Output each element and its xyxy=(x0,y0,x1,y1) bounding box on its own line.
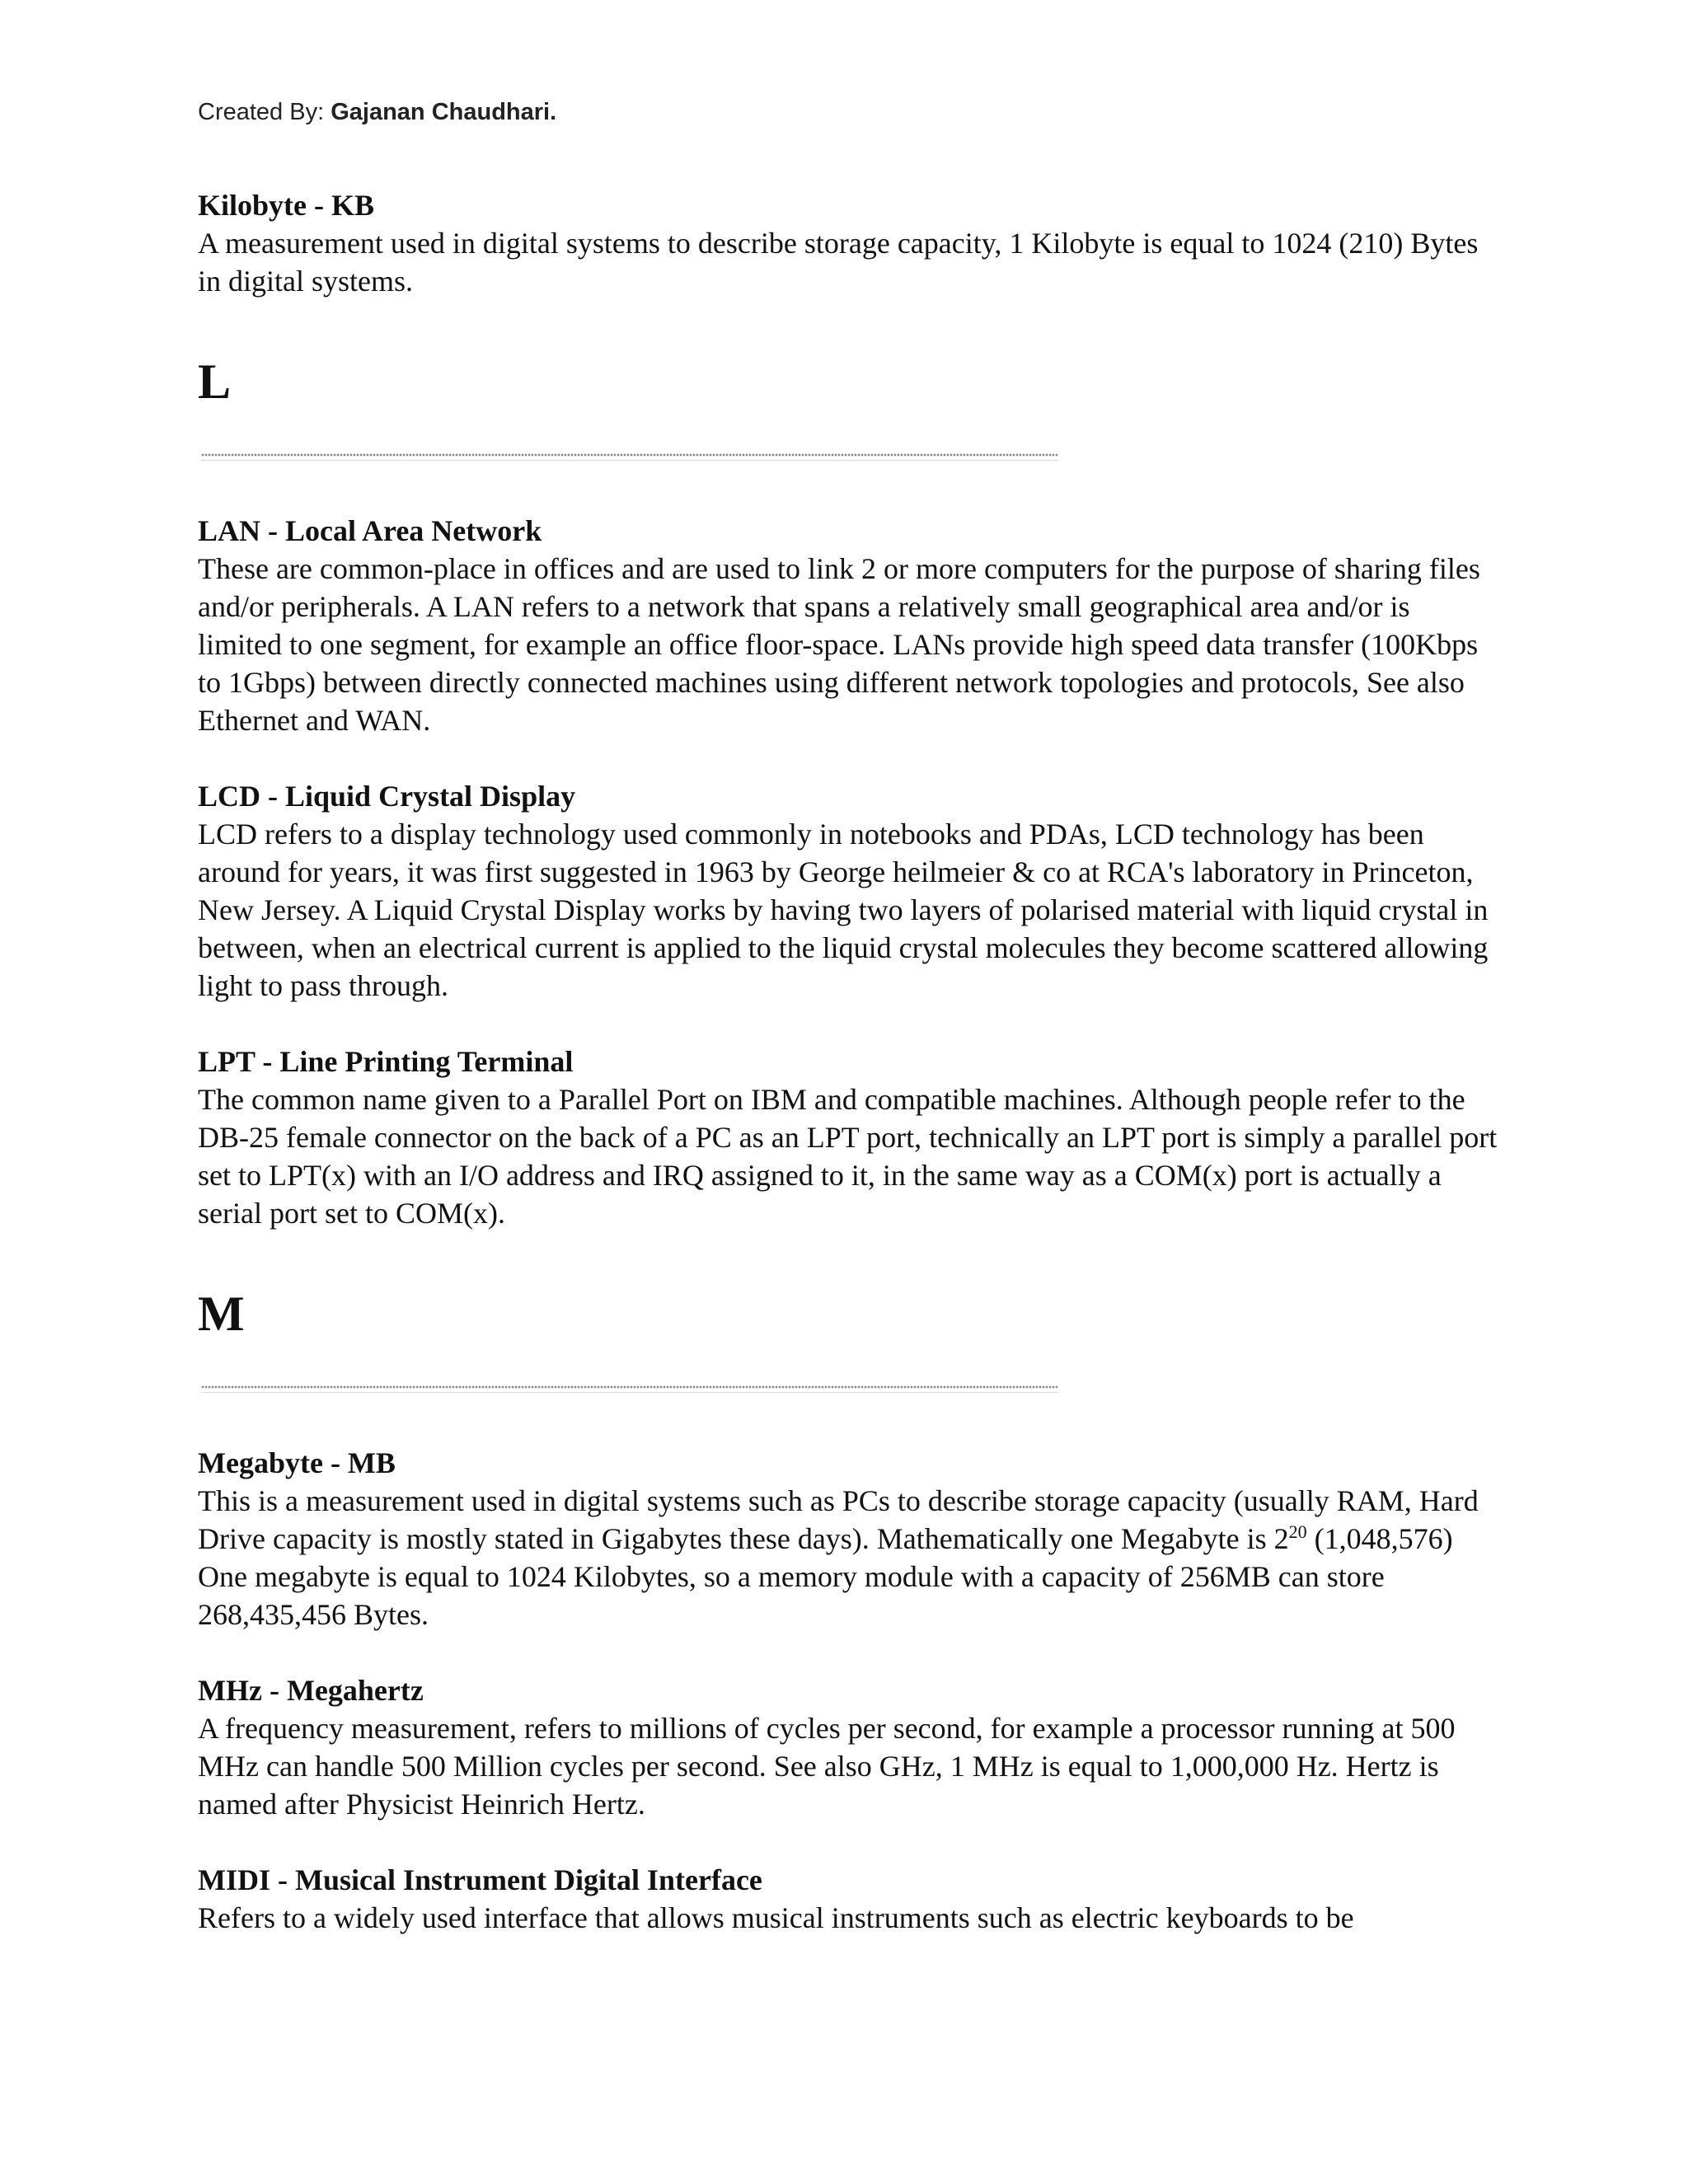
entry-description: A measurement used in digital systems to describe storage capacity, 1 Kilobyte is equal to 1024 (210) Bytes in digital systems. xyxy=(198,227,1479,298)
entry-description: LCD refers to a display technology used commonly in notebooks and PDAs, LCD technology has been around for years, it was first suggested in 1963 by George heilmeier & co at RCA's laboratory in Princeton, New Jersey. A Liquid Crystal Display works by having two layers of polarised material with liquid crystal in between, when an electrical current is applied to the liquid crystal molecules they become scattered allowing light to pass through. xyxy=(198,818,1489,1002)
document-page xyxy=(198,97,1500,1975)
section-divider xyxy=(201,453,1058,461)
entry-description: A frequency measurement, refers to millions of cycles per second, for example a processor running at 500 MHz can handle 500 Million cycles per second. See also GHz, 1 MHz is equal to 1,000,000 Hz. Hertz is named after Physicist Heinrich Hertz. xyxy=(198,1712,1456,1821)
glossary-entry-megabyte xyxy=(198,1444,1500,1633)
entry-term: MHz - Megahertz xyxy=(198,1674,424,1707)
desc-text: (1,048,576) One megabyte is equal to 1024 Kilobytes, so a memory module with a capacity of 256MB can store 268,435,456 Bytes. xyxy=(198,1522,1453,1631)
glossary-entry-lcd xyxy=(198,777,1500,1005)
glossary-entry-kilobyte xyxy=(198,186,1500,300)
glossary-entry-mhz xyxy=(198,1671,1500,1823)
entry-description xyxy=(198,1482,1500,1633)
glossary-entry-lan xyxy=(198,512,1500,739)
entry-term: MIDI - Musical Instrument Digital Interface xyxy=(198,1863,762,1896)
created-by-line xyxy=(198,97,1500,127)
glossary-entry-lpt xyxy=(198,1043,1500,1232)
entry-description: Refers to a widely used interface that allows musical instruments such as electric keyboards to be xyxy=(198,1901,1354,1934)
entry-term: LAN - Local Area Network xyxy=(198,514,542,547)
entry-term: LCD - Liquid Crystal Display xyxy=(198,780,576,813)
entry-description: These are common-place in offices and are used to link 2 or more computers for the purpose of sharing files and/or peripherals. A LAN refers to a network that spans a relatively small geographical area and/or is limited to one segment, for example an office floor-space. LANs provide high speed data transfer (100Kbps to 1Gbps) between directly connected machines using different network topologies and protocols, See also Ethernet and WAN. xyxy=(198,552,1480,737)
section-divider xyxy=(201,1385,1058,1393)
desc-text: This is a measurement used in digital systems such as PCs to describe storage capacity (usually RAM, Hard Drive capacity is mostly stated in Gigabytes these days). Mathematically one Megabyte is 2 xyxy=(198,1484,1479,1555)
entry-term: Megabyte - MB xyxy=(198,1446,396,1479)
section-letter-l: L xyxy=(198,354,232,409)
section-letter-m: M xyxy=(198,1286,245,1341)
entry-term: LPT - Line Printing Terminal xyxy=(198,1045,574,1078)
glossary-entry-midi xyxy=(198,1861,1500,1937)
created-by-label: Created By: xyxy=(198,99,325,125)
author-name: Gajanan Chaudhari. xyxy=(331,99,557,125)
exponent: 20 xyxy=(1288,1521,1307,1542)
entry-description: The common name given to a Parallel Port on IBM and compatible machines. Although people refer to the DB-25 female connector on the back of a PC as an LPT port, technically an LPT port is simply a parallel port set to LPT(x) with an I/O address and IRQ assigned to it, in the same way as a COM(x) port is actually a serial port set to COM(x). xyxy=(198,1083,1498,1230)
entry-term: Kilobyte - KB xyxy=(198,189,374,222)
